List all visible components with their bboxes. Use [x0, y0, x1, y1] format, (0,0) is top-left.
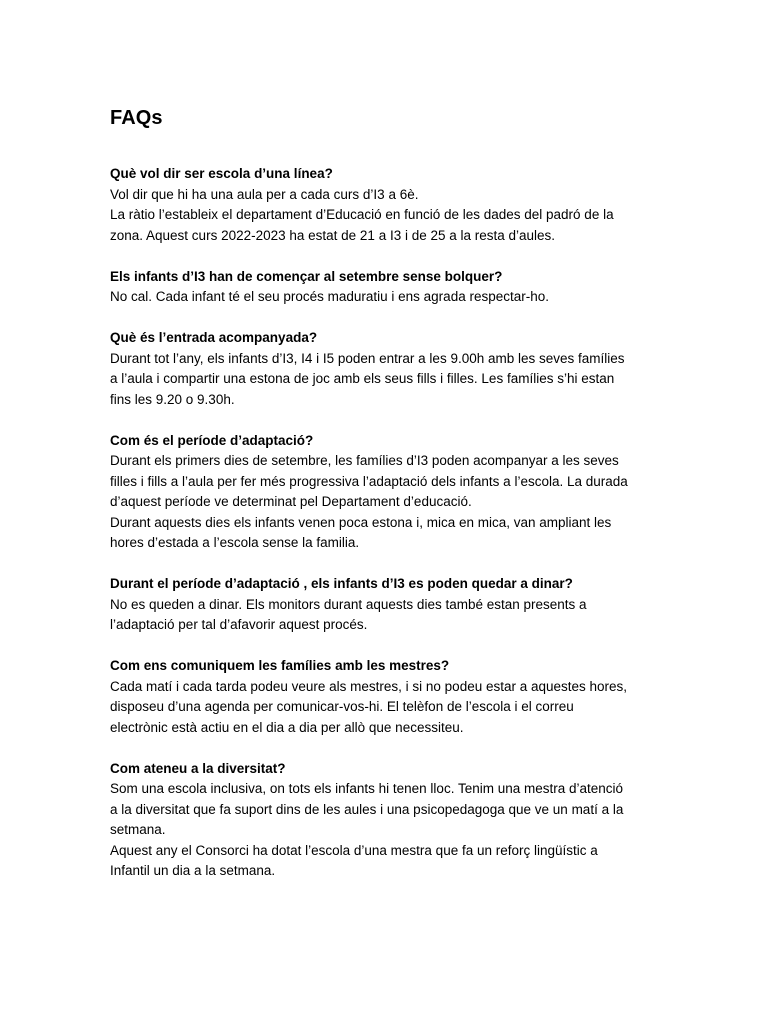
faq-question: Com ateneu a la diversitat?	[110, 760, 286, 776]
faq-answer-line: Durant tot l’any, els infants d’I3, I4 i I5 poden entrar a les 9.00h amb les seves famílies	[110, 350, 625, 366]
faq-answer-line: a la diversitat que fa suport dins de les aules i una psicopedagoga que ve un matí a la	[110, 801, 624, 817]
faq-answer-line: Vol dir que hi ha una aula per a cada curs d’I3 a 6è.	[110, 186, 419, 202]
faq-item-bolquer	[110, 267, 670, 308]
faq-answer-line: fins les 9.20 o 9.30h.	[110, 391, 235, 407]
faq-item-comunicacio	[110, 656, 670, 738]
faq-item-dinar-adaptacio	[110, 574, 670, 636]
faq-answer-line: Durant aquests dies els infants venen poca estona i, mica en mica, van ampliant les	[110, 514, 612, 530]
faq-question: Com és el període d’adaptació?	[110, 432, 314, 448]
faq-question: Com ens comuniquem les famílies amb les mestres?	[110, 658, 450, 673]
faq-answer-line: Som una escola inclusiva, on tots els infants hi tenen lloc. Tenim una mestra d’atenció	[110, 781, 624, 796]
faq-answer-line: disposeu d’una agenda per comunicar-vos-hi. El telèfon de l’escola i el correu	[110, 699, 574, 714]
faq-question: Què és l’entrada acompanyada?	[110, 330, 318, 345]
faq-answer-line: Cada matí i cada tarda podeu veure als mestres, i si no podeu estar a aquestes hores,	[110, 678, 628, 694]
faq-answer-line: filles i fills a l’aula per fer més progressiva l’adaptació dels infants a l’escola. La durada	[110, 473, 628, 489]
document-page	[110, 100, 670, 902]
faq-question: Durant el període d’adaptació , els infants d’I3 es poden quedar a dinar?	[110, 576, 573, 591]
faq-answer-line: La ràtio l’estableix el departament d’Educació en funció de les dades del padró de la	[110, 207, 614, 222]
faq-answer-line: zona. Aquest curs 2022-2023 ha estat de 21 a I3 i de 25 a la resta d’aules.	[110, 227, 556, 243]
faq-item-entrada-acompanyada	[110, 328, 670, 410]
page-title: FAQs	[110, 107, 163, 129]
faq-answer-line: electrònic està actiu en el dia a dia per allò que necessiteu.	[110, 719, 464, 735]
faq-answer-line: Infantil un dia a la setmana.	[110, 863, 276, 878]
faq-answer-line: No cal. Cada infant té el seu procés maduratiu i ens agrada respectar-ho.	[110, 289, 549, 304]
faq-answer-line: No es queden a dinar. Els monitors durant aquests dies també estan presents a	[110, 596, 587, 612]
faq-answer-line: Durant els primers dies de setembre, les famílies d’I3 poden acompanyar a les seves	[110, 453, 619, 468]
faq-answer-line: hores d’estada a l’escola sense la familia.	[110, 535, 360, 550]
faq-item-escola-una-linea	[110, 164, 670, 246]
faq-question: Els infants d’I3 han de començar al setembre sense bolquer?	[110, 268, 503, 284]
faq-answer-line: l’adaptació per tal d’afavorir aquest procés.	[110, 617, 368, 632]
faq-answer-line: a l’aula i compartir una estona de joc amb els seus fills i filles. Les famílies s’hi estan	[110, 371, 615, 386]
faq-item-periode-adaptacio	[110, 431, 670, 554]
faq-answer-line: Aquest any el Consorci ha dotat l’escola d’una mestra que fa un reforç lingüístic a	[110, 842, 598, 858]
faq-answer-line: d’aquest període ve determinat pel Departament d’educació.	[110, 494, 472, 509]
faq-answer-line: setmana.	[110, 822, 166, 837]
faq-item-diversitat	[110, 759, 670, 882]
faq-question: Què vol dir ser escola d’una línea?	[110, 166, 333, 181]
